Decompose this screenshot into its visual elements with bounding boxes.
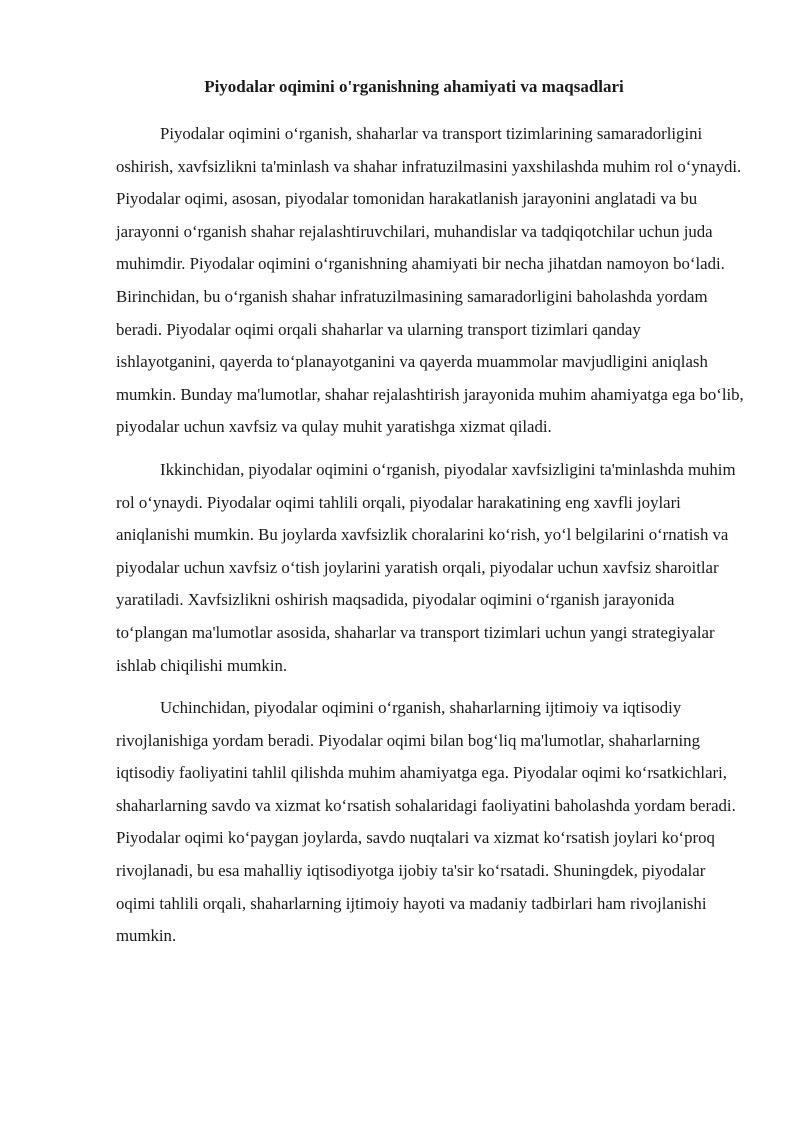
paragraph-3: Uchinchidan, piyodalar oqimini o‘rganish, shaharlarning ijtimoiy va iqtisodiy rivojlanishiga yordam beradi. Piyodalar oqimi bilan bog‘liq ma'lumotlar, shaharlarning iqtisodiy faoliyatini tahlil qilishda muhim ahamiyatga ega. Piyodalar oqimi ko‘rsatkichlari, shaharlarning savdo va xizmat ko‘rsatish sohalaridagi faoliyatini baholashda yordam beradi. Piyodalar oqimi ko‘paygan joylarda, savdo nuqtalari va xizmat ko‘rsatish joylari ko‘proq rivojlanadi, bu esa mahalliy iqtisodiyotga ijobiy ta'sir ko‘rsatadi. Shuningdek, piyodalar oqimi tahlili orqali, shaharlarning ijtimoiy hayoti va madaniy tadbirlari ham rivojlanishi mumkin.	[116, 698, 736, 946]
document-body	[116, 118, 744, 963]
paragraph-1: Piyodalar oqimini o‘rganish, shaharlar va transport tizimlarining samaradorligini oshirish, xavfsizlikni ta'minlash va shahar infratuzilmasini yaxshilashda muhim rol o‘ynaydi. Piyodalar oqimi, asosan, piyodalar tomonidan harakatlanish jarayonini anglatadi va bu jarayonni o‘rganish shahar rejalashtiruvchilari, muhandislar va tadqiqotchilar uchun juda muhimdir. Piyodalar oqimini o‘rganishning ahamiyati bir necha jihatdan namoyon bo‘ladi. Birinchidan, bu o‘rganish shahar infratuzilmasining samaradorligini baholashda yordam beradi. Piyodalar oqimi orqali shaharlar va ularning transport tizimlari qanday ishlayotganini, qayerda to‘planayotganini va qayerda muammolar mavjudligini aniqlash mumkin. Bunday ma'lumotlar, shahar rejalashtirish jarayonida muhim ahamiyatga ega bo‘lib, piyodalar uchun xavfsiz va qulay muhit yaratishga xizmat qiladi.	[116, 124, 744, 437]
paragraph-2: Ikkinchidan, piyodalar oqimini o‘rganish, piyodalar xavfsizligini ta'minlashda muhim rol o‘ynaydi. Piyodalar oqimi tahlili orqali, piyodalar harakatining eng xavfli joylari aniqlanishi mumkin. Bu joylarda xavfsizlik choralarini ko‘rish, yo‘l belgilarini o‘rnatish va piyodalar uchun xavfsiz o‘tish joylarini yaratish orqali, piyodalar uchun xavfsiz sharoitlar yaratiladi. Xavfsizlikni oshirish maqsadida, piyodalar oqimini o‘rganish jarayonida to‘plangan ma'lumotlar asosida, shaharlar va transport tizimlari uchun yangi strategiyalar ishlab chiqilishi mumkin.	[116, 459, 736, 675]
document-title: Piyodalar oqimini o'rganishning ahamiyati va maqsadlari	[204, 77, 624, 96]
